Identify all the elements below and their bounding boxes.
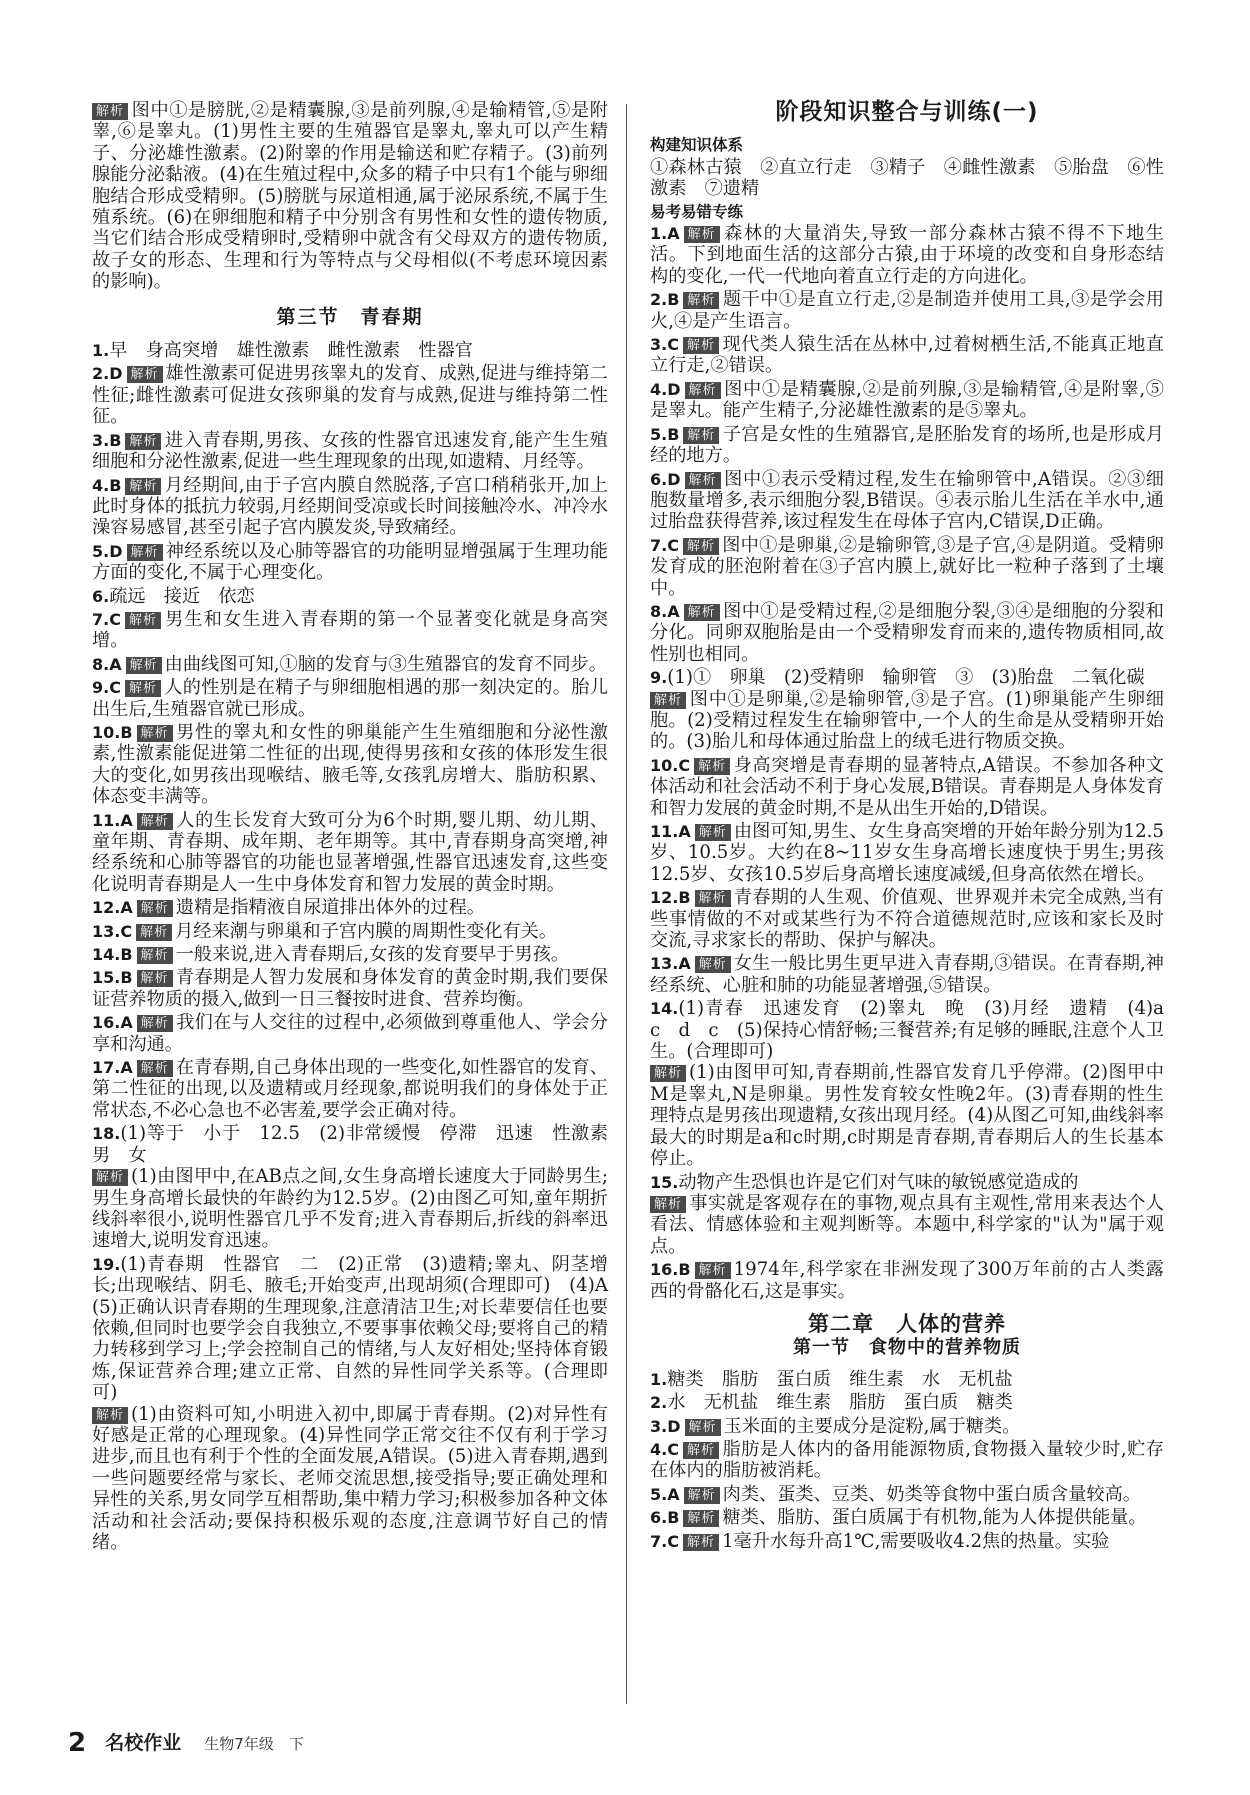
analysis-tag: 解析 — [137, 1015, 173, 1032]
question-number: 15. — [92, 968, 121, 988]
analysis-tag: 解析 — [695, 824, 731, 841]
analysis-tag: 解析 — [685, 382, 721, 399]
answer-value: C — [109, 678, 121, 698]
analysis-text: 女生一般比男生更早进入青春期,③错误。在青春期,神经系统、心脏和肺的功能显著增强,⑤错误。 — [650, 953, 1164, 996]
answer-value: D — [667, 469, 681, 489]
analysis-tag: 解析 — [695, 1262, 731, 1279]
answer-value: B — [109, 475, 122, 495]
answer-value: C — [120, 921, 133, 941]
question-number: 11. — [92, 810, 121, 830]
question-number: 6. — [92, 586, 110, 606]
analysis-tag: 解析 — [683, 292, 719, 309]
analysis-text: 图中①是卵巢,②是输卵管,③是子宫。(1)卵巢能产生卵细胞。(2)受精过程发生在输卵管中,一个人的生命是从受精卵开始的。(3)胎儿和母体通过胎盘上的绒毛进行物质交换。 — [650, 688, 1164, 753]
answer-value: (1)青春期 性器官 二 (2)正常 (3)遗精;睾丸、阴茎增长;出现喉结、阴毛、腋毛;开始变声,出现胡须(合理即可) (4)A (5)正确认识青春期的生理现象,注意清洁卫生;对长辈要信任也要依赖,但同时也要学会自我独立,不要事事依赖父母;要将自己的精力转移到学习上;学会控制自己的情绪,与人友好相处;坚持体育锻炼,保证营养合理;建立正常、自然的异性同学关系等。(合理即可) — [92, 1253, 627, 1404]
left-column — [92, 100, 627, 1555]
analysis-text: 在青春期,自己身体出现的一些变化,如性器官的发育、第二性征的出现,以及遗精或月经现象,都说明我们的身体处于正常状态,不必心急也不必害羞,要学会正确对待。 — [92, 1057, 608, 1121]
analysis-tag: 解析 — [683, 1510, 719, 1527]
analysis-text: 子宫是女性的生殖器官,是胚胎发育的场所,也是形成月经的地方。 — [650, 423, 1164, 467]
analysis-text: 1毫升水每升高1℃,需要吸收4.2焦的热量。实验 — [721, 1530, 1110, 1552]
analysis-tag: 解析 — [137, 1060, 173, 1077]
analysis-text: 一般来说,进入青春期后,女孩的发育要早于男孩。 — [175, 944, 570, 966]
answer-item — [650, 223, 1164, 287]
answer-item — [650, 1507, 1164, 1528]
answer-item — [92, 1253, 627, 1554]
answer-value: B — [678, 1260, 691, 1280]
analysis-text: 男生和女生进入青春期的第一个显著变化就是身高突增。 — [92, 608, 608, 652]
question-number: 4. — [650, 379, 668, 399]
answer-value: A — [667, 601, 680, 621]
answer-item — [92, 609, 608, 652]
analysis-text: 我们在与人交往的过程中,必须做到尊重他人、学会分享和沟通。 — [92, 1012, 608, 1055]
question-number: 2. — [650, 290, 668, 310]
answer-value: D — [667, 1416, 681, 1436]
answer-value: D — [109, 364, 123, 384]
analysis-tag: 解析 — [125, 680, 161, 697]
answer-value: D — [667, 379, 681, 399]
question-number: 8. — [92, 654, 110, 674]
analysis-tag: 解析 — [127, 366, 163, 383]
question-number: 1. — [650, 1369, 668, 1389]
answer-item — [650, 755, 1164, 819]
analysis-tag: 解析 — [685, 1419, 721, 1436]
analysis-tag: 解析 — [137, 970, 173, 987]
question-number: 13. — [92, 921, 121, 941]
error-practice-heading: 易考易错专练 — [650, 202, 744, 221]
answer-list — [92, 340, 627, 1553]
analysis-text: 人的性别是在精子与卵细胞相遇的那一刻决定的。胎儿出生后,生殖器官就已形成。 — [92, 677, 608, 720]
answer-value: C — [667, 1439, 679, 1459]
answer-item — [92, 340, 608, 361]
answer-item — [650, 1369, 1164, 1390]
analysis-tag: 解析 — [695, 956, 731, 973]
answer-value: (1)等于 小于 12.5 (2)非常缓慢 停滞 迅速 性激素 男 女 — [92, 1123, 627, 1166]
answer-item — [92, 363, 608, 427]
answer-item — [650, 667, 1164, 753]
answer-value: 疏远 接近 依恋 — [109, 585, 255, 607]
answer-value: A — [667, 1484, 680, 1504]
analysis-tag: 解析 — [684, 1487, 720, 1504]
answer-value: A — [678, 954, 691, 974]
answer-item — [650, 535, 1164, 599]
answer-value: B — [667, 290, 680, 310]
question-number: 2. — [92, 364, 110, 384]
analysis-tag: 解析 — [684, 604, 720, 621]
answer-item — [92, 654, 608, 675]
question-number: 11. — [650, 822, 679, 841]
answer-item — [650, 334, 1164, 377]
question-number: 10. — [92, 722, 121, 742]
analysis-tag: 解析 — [127, 544, 163, 561]
answer-item — [92, 1057, 608, 1121]
analysis-tag: 解析 — [683, 1442, 719, 1459]
answer-value: A — [109, 654, 122, 674]
answer-value: 早 身高突增 雄性激素 雌性激素 性器官 — [109, 340, 473, 362]
question-number: 14. — [650, 999, 679, 1019]
question-number: 3. — [650, 335, 668, 355]
analysis-text: 青春期的人生观、价值观、世界观并未完全成熟,当有些事情做的不对或某些行为不符合道德规范时,应该和家长及时交流,寻求家长的帮助、保护与解决。 — [650, 887, 1164, 952]
analysis-text: 图中①是卵巢,②是输卵管,③是子宫,④是阴道。受精卵发育成的胚泡附着在③子宫内膜上,就好比一粒种子落到了土壤中。 — [650, 534, 1164, 599]
analysis-text: 图中①表示受精过程,发生在输卵管中,A错误。②③细胞数量增多,表示细胞分裂,B错误。④表示胎儿生活在羊水中,通过胎盘获得营养,该过程发生在母体子宫内,C错误,D正确。 — [650, 468, 1164, 533]
analysis-text: 事实就是客观存在的事物,观点具有主观性,常用来表达个人看法、情感体验和主观判断等。本题中,科学家的"认为"属于观点。 — [650, 1192, 1164, 1257]
analysis-text: 雄性激素可促进男孩睾丸的发育、成熟,促进与维持第二性征;雌性激素可促进女孩卵巢的发育与成熟,促进与维持第二性征。 — [92, 363, 608, 428]
analysis-tag: 解析 — [136, 924, 172, 941]
answer-item — [92, 1123, 627, 1252]
question-number: 12. — [650, 888, 679, 908]
question-number: 16. — [92, 1013, 121, 1033]
analysis-text: 月经期间,由于子宫内膜自然脱落,子宫口稍稍张开,加上此时身体的抵抗力较弱,月经期间受凉或长时间接触冷水、冲冷水澡容易感冒,甚至引起子宫内膜发炎,导致痛经。 — [92, 474, 608, 539]
answer-item — [650, 289, 1164, 332]
answer-value: A — [120, 1058, 133, 1078]
analysis-text: 肉类、蛋类、豆类、奶类等食物中蛋白质含量较高。 — [722, 1483, 1141, 1505]
answer-item — [650, 424, 1164, 467]
section-title: 第三节 青春期 — [276, 305, 424, 328]
analysis-tag: 解析 — [650, 1065, 686, 1082]
question-number: 6. — [650, 469, 668, 489]
column-divider — [626, 104, 627, 1704]
question-number: 4. — [92, 475, 110, 495]
question-number: 19. — [92, 1254, 121, 1274]
analysis-text: 月经来潮与卵巢和子宫内膜的周期性变化有关。 — [175, 920, 558, 942]
answer-item — [650, 1259, 1164, 1302]
question-number: 1. — [650, 224, 668, 244]
analysis-text: 青春期是人智力发展和身体发育的黄金时期,我们要保证营养物质的摄入,做到一日三餐按时进食、营养均衡。 — [92, 967, 608, 1010]
answer-item — [650, 1484, 1164, 1505]
subject-label: 生物7年级 — [204, 1735, 274, 1753]
question-number: 15. — [650, 1172, 679, 1192]
question-number: 1. — [92, 341, 110, 361]
question-number: 3. — [92, 430, 110, 450]
answer-item — [92, 586, 608, 607]
answer-value: B — [109, 430, 122, 450]
analysis-tag: 解析 — [125, 612, 161, 629]
build-knowledge-heading: 构建知识体系 — [650, 136, 744, 155]
volume-label: 下 — [288, 1735, 304, 1753]
question-number: 9. — [650, 668, 668, 688]
question-number: 6. — [650, 1508, 668, 1528]
answer-value: C — [667, 1531, 679, 1551]
analysis-text: 男性的睾丸和女性的卵巢能产生生殖细胞和分泌性激素,性激素能促进第二性征的出现,使得男孩和女孩的体形发生很大的变化,如男孩出现喉结、腋毛等,女孩乳房增大、脂肪积累、体态变丰满等。 — [92, 721, 608, 808]
analysis-tag: 解析 — [650, 692, 686, 709]
analysis-text: 人的生长发育大致可分为6个时期,婴儿期、幼儿期、童年期、青春期、成年期、老年期等。其中,青春期身高突增,神经系统和心肺等器官的功能也显著增强,性器官迅速发育,这些变化说明青春期是人一生中身体发育和智力发展的黄金时期。 — [92, 809, 608, 895]
answer-value: C — [109, 609, 121, 629]
page-number: 2 — [68, 1728, 87, 1758]
analysis-tag: 解析 — [92, 1407, 128, 1424]
answer-item — [650, 1531, 1164, 1552]
answer-item — [650, 998, 1183, 1170]
analysis-tag: 解析 — [92, 1169, 128, 1186]
analysis-tag: 解析 — [126, 657, 162, 674]
question-number: 16. — [650, 1260, 679, 1280]
answer-value: B — [120, 945, 133, 965]
answer-item — [650, 821, 1164, 885]
answer-item — [650, 469, 1164, 533]
question-number: 18. — [92, 1124, 121, 1144]
answer-value: C — [678, 755, 691, 775]
answer-item — [650, 1439, 1164, 1482]
analysis-text: 由图可知,男生、女生身高突增的开始年龄分别为12.5岁、10.5岁。大约在8~11岁女生身高增长速度快于男生;男孩12.5岁、女孩10.5岁后身高增长速度减缓,但身高依然在增长。 — [650, 821, 1164, 885]
question-number: 5. — [650, 424, 668, 444]
answer-item — [92, 430, 608, 473]
answer-value: B — [667, 1508, 680, 1528]
question-number: 17. — [92, 1058, 121, 1078]
answer-item — [650, 953, 1164, 996]
question-number: 14. — [92, 945, 121, 965]
answer-item — [650, 1172, 1164, 1258]
answer-item — [92, 541, 608, 584]
analysis-tag: 解析 — [137, 900, 173, 917]
analysis-tag: 解析 — [683, 337, 719, 354]
chapter-title: 第二章 人体的营养 — [808, 1311, 1006, 1336]
question-number: 13. — [650, 954, 679, 974]
question-number: 3. — [650, 1416, 668, 1436]
question-number: 9. — [92, 678, 110, 698]
analysis-tag: 解析 — [137, 725, 173, 742]
analysis-tag: 解析 — [137, 813, 173, 830]
analysis-text: 糖类、脂肪、蛋白质属于有机物,能为人体提供能量。 — [722, 1507, 1147, 1529]
question-number: 5. — [92, 541, 110, 561]
question-number: 7. — [650, 535, 668, 555]
question-number: 7. — [92, 609, 110, 629]
intro-paragraph: 解析 图中①是膀胱,②是精囊腺,③是前列腺,④是输精管,⑤是附睾,⑥是睾丸。(1)男性主要的生殖器官是睾丸,睾丸可以产生精子、分泌雄性激素。(2)附睾的作用是输送和贮存精子。(3)前列腺能分泌黏液。(4)在生殖过程中,众多的精子中只有1个能与卵细胞结合形成受精卵。(5)膀胱与尿道相通,属于泌尿系统,不属于生殖系统。(6)在卵细胞和精子中分别含有男性和女性的遗传物质,当它们结合形成受精卵时,受精卵中就含有父母双方的遗传物质,故子女的形态、生理和行为等特点与父母相似(不考虑环境因素的影响)。 — [92, 100, 608, 293]
answer-list — [650, 1369, 1164, 1552]
analysis-text: 脂肪是人体内的备用能源物质,食物摄入量较少时,贮存在体内的脂肪被消耗。 — [650, 1438, 1164, 1482]
analysis-tag: 解析 — [125, 478, 161, 495]
analysis-text: 图中①是精囊腺,②是前列腺,③是输精管,④是附睾,⑤是睾丸。能产生精子,分泌雄性激素的是⑤睾丸。 — [650, 378, 1164, 422]
analysis-text: 由曲线图可知,①脑的发育与③生殖器官的发育不同步。 — [164, 653, 607, 675]
brand-name: 名校作业 — [105, 1732, 182, 1754]
analysis-text: 遗精是指精液自尿道排出体外的过程。 — [175, 897, 485, 919]
answer-value: A — [120, 898, 133, 918]
answer-value: C — [667, 535, 679, 555]
analysis-tag: 解析 — [125, 433, 161, 450]
answer-value: D — [109, 541, 123, 561]
answer-value: A — [120, 810, 133, 830]
analysis-tag: 解析 — [694, 758, 730, 775]
analysis-tag: 解析 — [683, 1534, 719, 1551]
analysis-tag: 解析 — [685, 472, 721, 489]
answer-item — [650, 1416, 1164, 1437]
chapter-section-title: 第一节 食物中的营养物质 — [793, 1337, 1021, 1359]
answer-item — [650, 379, 1164, 422]
question-number: 4. — [650, 1439, 668, 1459]
analysis-text: 题干中①是直立行走,②是制造并使用工具,③是学会用火,④是产生语言。 — [650, 289, 1164, 332]
answer-value: A — [667, 224, 680, 244]
analysis-text: (1)由图甲中,在AB点之间,女生身高增长速度大于同龄男生;男生身高增长最快的年龄约为12.5岁。(2)由图乙可知,童年期折线斜率很小,说明性器官几乎不发育;进入青春期后,折线的斜率迅速增大,说明发育迅速。 — [92, 1166, 608, 1252]
answer-value: 水 无机盐 维生素 脂肪 蛋白质 糖类 — [667, 1392, 1013, 1414]
answer-item — [650, 601, 1164, 665]
question-number: 12. — [92, 898, 121, 918]
analysis-text: (1)由图甲可知,青春期前,性器官发育几乎停滞。(2)图甲中M是睾丸,N是卵巢。男性发育较女性晚2年。(3)青春期的性生理特点是男孩出现遗精,女孩出现月经。(4)从图乙可知,曲线斜率最大的时期是a和c时期,c时期是青春期,青春期后人的生长基本停止。 — [650, 1062, 1164, 1170]
answer-value: B — [120, 722, 133, 742]
answer-item — [92, 897, 608, 918]
answer-item — [92, 722, 608, 808]
question-number: 8. — [650, 601, 668, 621]
analysis-tag: 解析 — [684, 226, 720, 243]
answer-value: 糖类 脂肪 蛋白质 维生素 水 无机盐 — [667, 1368, 1013, 1390]
answer-item — [92, 967, 608, 1010]
analysis-tag: 解析 — [683, 427, 719, 444]
answer-value: 动物产生恐惧也许是它们对气味的敏锐感觉造成的 — [678, 1171, 1079, 1193]
question-number: 10. — [650, 755, 679, 775]
analysis-text: 森林的大量消失,导致一部分森林古猿不得不下地生活。下到地面生活的这部分古猿,由于环境的改变和自身形态结构的变化,一代一代地向着直立行走的方向进化。 — [650, 223, 1164, 287]
answer-item — [92, 677, 608, 720]
analysis-tag: 解析 — [92, 103, 128, 120]
stage-title: 阶段知识整合与训练(一) — [775, 99, 1039, 125]
answer-value: C — [667, 335, 679, 355]
answer-item — [92, 921, 608, 942]
right-column — [650, 99, 1183, 1554]
analysis-tag: 解析 — [683, 538, 719, 555]
answer-item — [650, 1392, 1164, 1413]
answer-item — [92, 475, 608, 539]
build-knowledge-content: ①森林古猿 ②直立行走 ③精子 ④雌性激素 ⑤胎盘 ⑥性激素 ⑦遗精 — [650, 156, 1164, 200]
analysis-text: 身高突增是青春期的显著特点,A错误。不参加各种文体活动和社会活动不利于身心发展,B错误。青春期是人身体发育和智力发展的黄金时期,不是从出生开始的,D错误。 — [650, 754, 1164, 819]
question-number: 2. — [650, 1393, 668, 1413]
analysis-text: 进入青春期,男孩、女孩的性器官迅速发育,能产生生殖细胞和分泌性激素,促进一些生理现象的出现,如遗精、月经等。 — [92, 429, 608, 473]
answer-value: A — [678, 822, 691, 841]
analysis-text: 神经系统以及心肺等器官的功能明显增强属于生理功能方面的变化,不属于心理变化。 — [92, 540, 608, 584]
answer-value: B — [120, 968, 133, 988]
analysis-text: (1)由资料可知,小明进入初中,即属于青春期。(2)对异性有好感是正常的心理现象。(4)异性同学正常交往不仅有利于学习进步,而且也有利于个性的全面发展,A错误。(5)进入青春期,遇到一些问题要经常与家长、老师交流思想,接受指导;要正确处理和异性的关系,男女同学互相帮助,集中精力学习;积极参加各种文体活动和社会活动;要保持积极乐观的态度,注意调节好自己的情绪。 — [92, 1403, 608, 1553]
answer-value: B — [667, 424, 680, 444]
analysis-tag: 解析 — [137, 947, 173, 964]
page-footer — [68, 1728, 304, 1758]
answer-item — [92, 810, 608, 896]
answer-item — [650, 887, 1164, 951]
answer-value: A — [120, 1013, 133, 1033]
analysis-tag: 解析 — [650, 1196, 686, 1213]
analysis-tag: 解析 — [695, 890, 731, 907]
question-number: 7. — [650, 1531, 668, 1551]
answer-value: (1)青春 迅速发育 (2)睾丸 晚 (3)月经 遗精 (4)a c d c (5)保持心情舒畅;三餐营养;有足够的睡眠,注意个人卫生。(合理即可) — [650, 998, 1183, 1063]
answer-value: (1)① 卵巢 (2)受精卵 输卵管 ③ (3)胎盘 二氧化碳 — [667, 667, 1145, 689]
question-number: 5. — [650, 1484, 668, 1504]
answer-value: B — [678, 888, 691, 908]
answer-list — [650, 223, 1183, 1302]
answer-item — [92, 944, 608, 965]
answer-item — [92, 1012, 608, 1055]
analysis-text: 现代类人猿生活在丛林中,过着树栖生活,不能真正地直立行走,②错误。 — [650, 334, 1164, 377]
analysis-text: 玉米面的主要成分是淀粉,属于糖类。 — [723, 1415, 1021, 1437]
analysis-text: 1974年,科学家在非洲发现了300万年前的古人类露西的骨骼化石,这是事实。 — [650, 1259, 1164, 1302]
analysis-text: 图中①是受精过程,②是细胞分裂,③④是细胞的分裂和分化。同卵双胞胎是由一个受精卵发育而来的,遗传物质相同,故性别也相同。 — [650, 600, 1164, 665]
